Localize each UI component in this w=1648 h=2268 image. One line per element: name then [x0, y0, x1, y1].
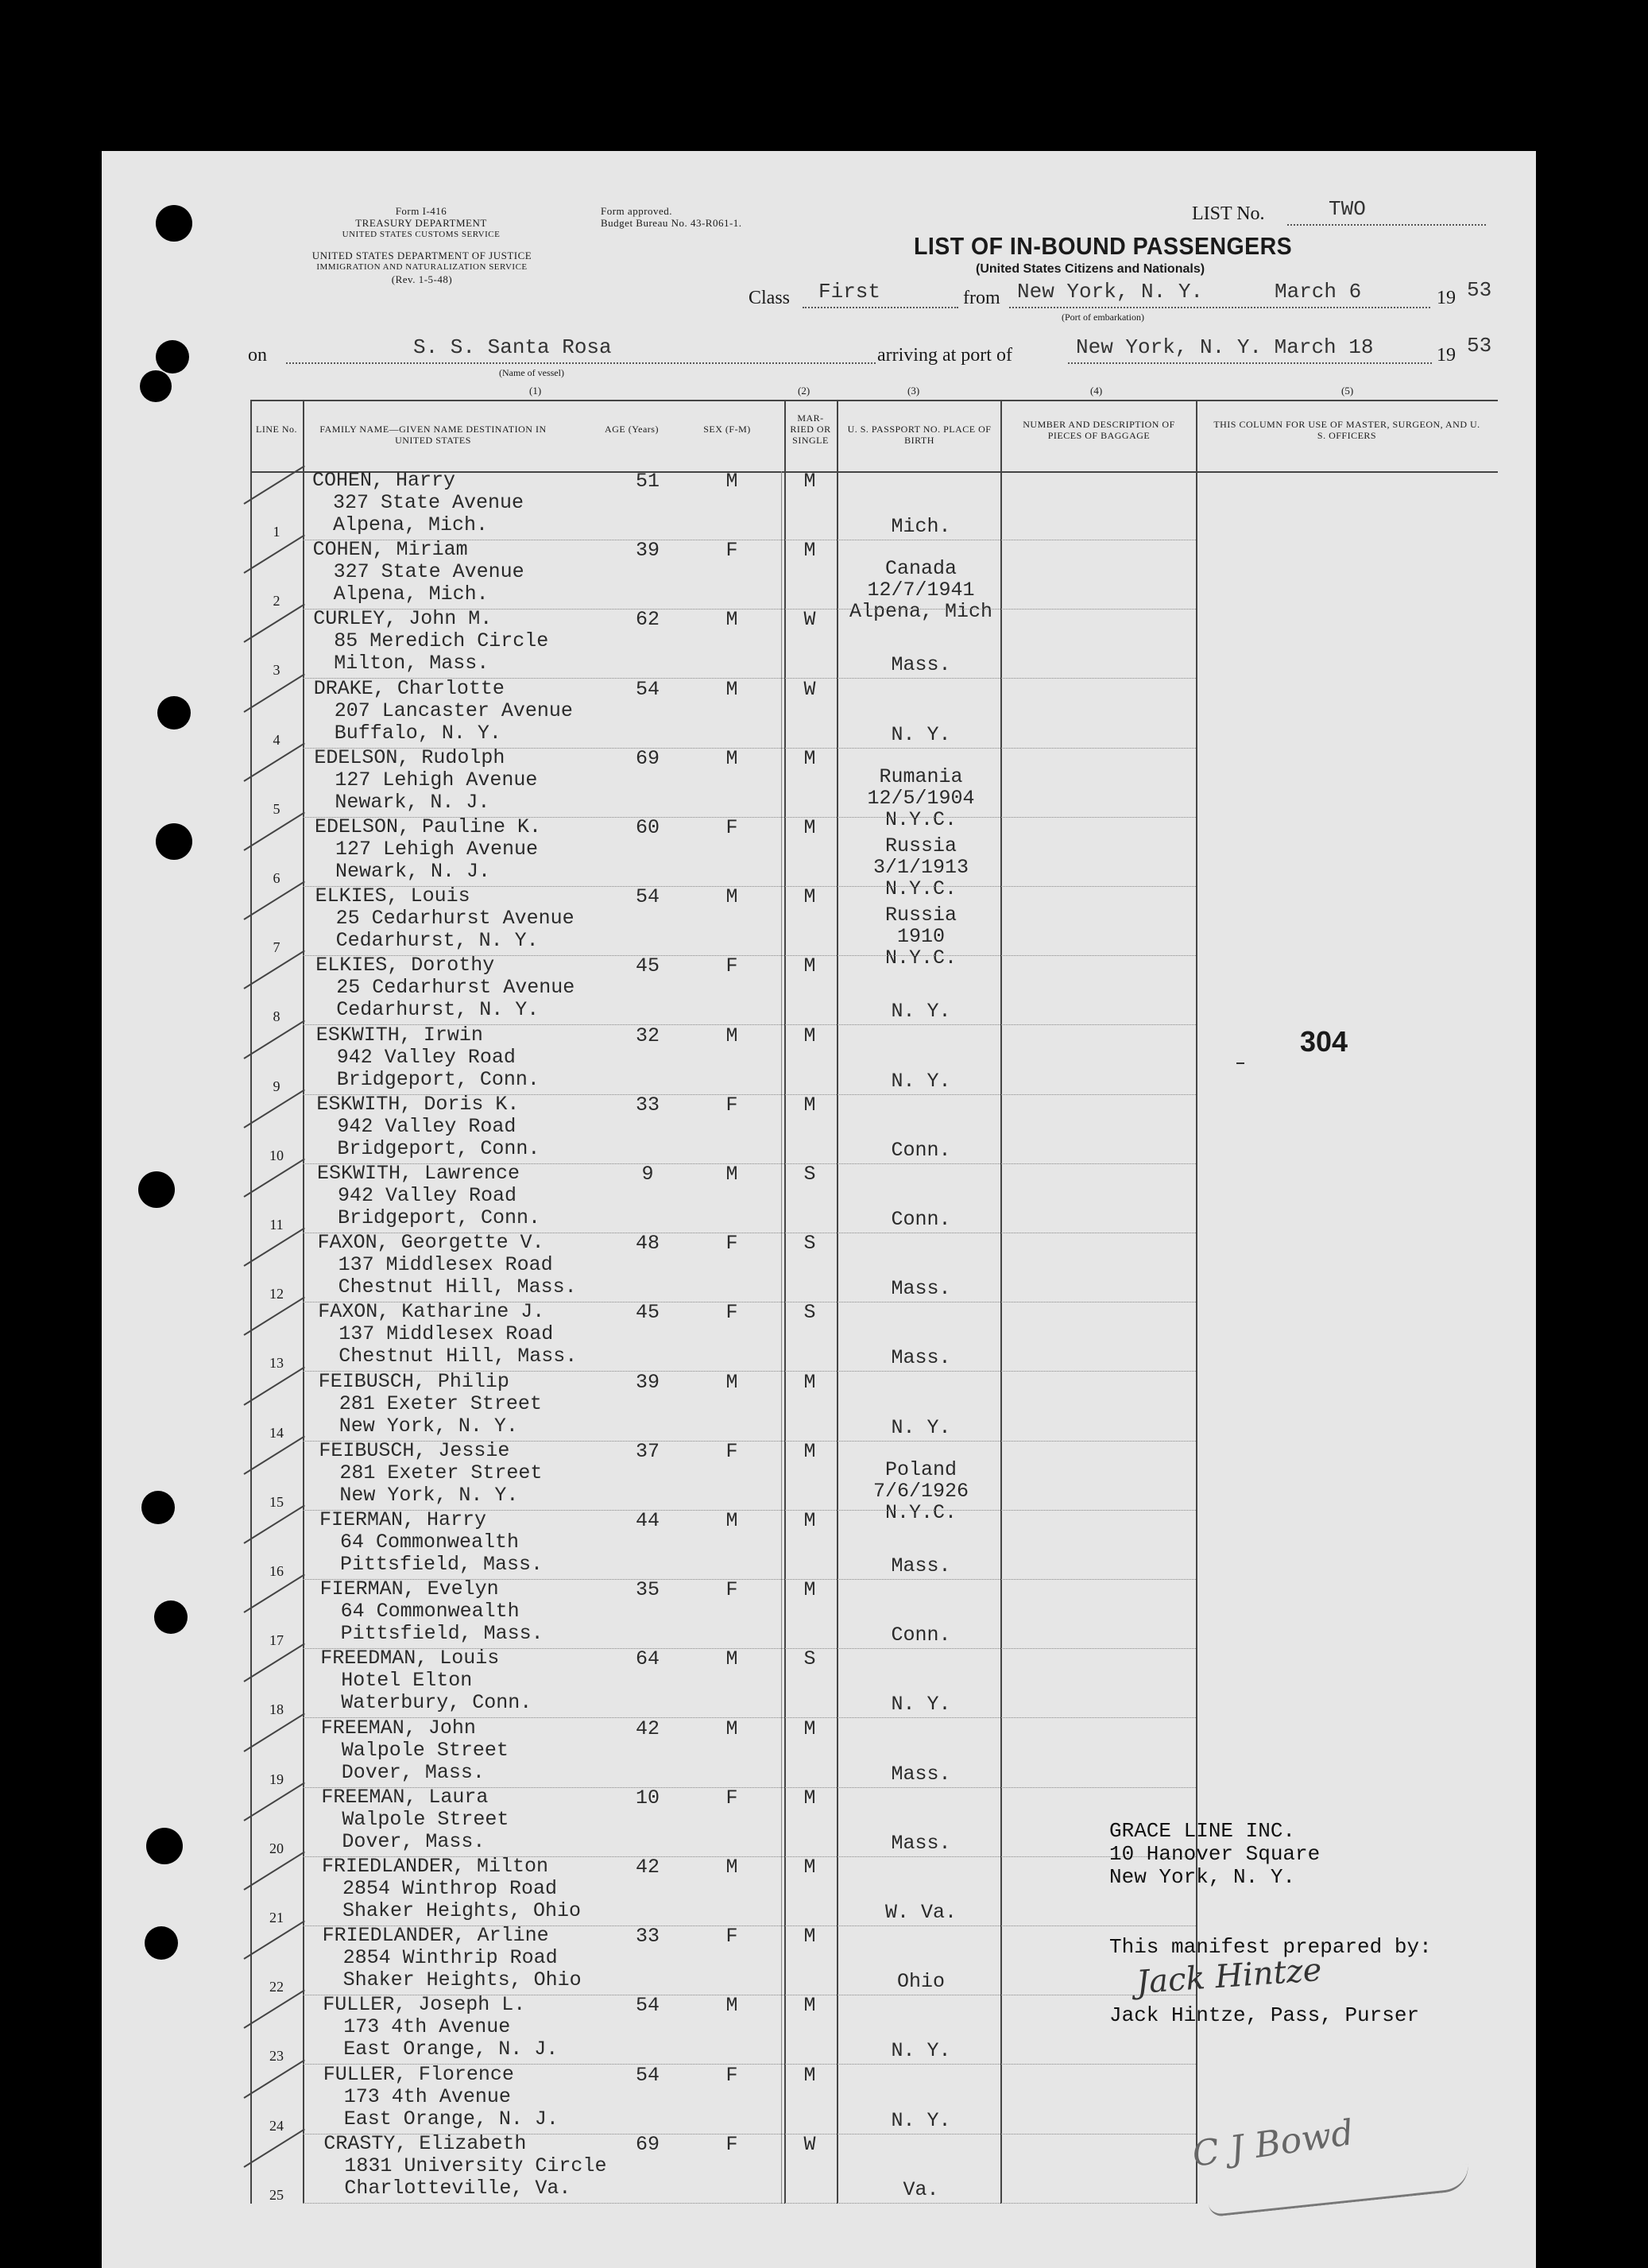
row-line-number: 24	[269, 2117, 284, 2134]
passenger-city: New York, N. Y.	[338, 1414, 518, 1438]
passenger-sex: F	[725, 1232, 738, 1256]
table-left-rule	[250, 400, 252, 2204]
passenger-city: Shaker Heights, Ohio	[342, 1899, 582, 1922]
check-mark	[243, 1020, 304, 1059]
passenger-city: Pittsfield, Mass.	[340, 1622, 544, 1646]
passenger-name: ELKIES, Louis	[315, 884, 470, 908]
passenger-city: Alpena, Mich.	[333, 582, 489, 606]
binder-hole	[141, 1491, 175, 1524]
binder-hole	[145, 1926, 178, 1960]
passenger-city: Alpena, Mich.	[333, 513, 489, 536]
check-mark	[243, 1228, 304, 1267]
row-line-number: 15	[269, 1493, 284, 1510]
col-header-married: MAR- RIED OR SINGLE	[790, 412, 831, 446]
row-line-number: 6	[273, 870, 280, 886]
passenger-birthplace: Mass.	[891, 1346, 951, 1370]
passenger-street: Hotel Elton	[341, 1669, 473, 1693]
passenger-sex: M	[725, 608, 738, 632]
check-mark	[243, 1435, 304, 1474]
passenger-marital-status: M	[803, 1856, 816, 1879]
check-mark	[243, 1504, 304, 1543]
passenger-birthplace: Poland 7/6/1926 N.Y.C.	[872, 1457, 969, 1524]
passenger-age: 45	[635, 1301, 660, 1325]
passenger-name: COHEN, Harry	[312, 469, 456, 492]
passenger-street: 173 4th Avenue	[343, 2015, 511, 2039]
vessel-name: S. S. Santa Rosa	[413, 335, 612, 359]
purser-name: Jack Hintze, Pass, Purser	[1109, 2003, 1420, 2027]
passenger-age: 35	[635, 1578, 660, 1602]
passenger-city: Waterbury, Conn.	[341, 1691, 532, 1715]
passenger-name: FAXON, Katharine J.	[318, 1300, 545, 1324]
col-rule-sex	[781, 471, 782, 2204]
passenger-age: 54	[635, 885, 660, 909]
row-line-number: 4	[273, 731, 280, 748]
row-line-number: 2	[273, 593, 280, 610]
row-line-number: 7	[273, 939, 280, 956]
check-mark	[243, 2128, 304, 2167]
passenger-city: East Orange, N. J.	[343, 2107, 559, 2131]
check-mark	[243, 811, 304, 850]
row-line-number: 3	[273, 662, 280, 679]
passenger-name: CRASTY, Elizabeth	[323, 2131, 527, 2155]
passenger-name: FREEDMAN, Louis	[320, 1647, 500, 1670]
passenger-street: 64 Commonwealth	[340, 1531, 520, 1554]
passenger-street: Walpole Street	[342, 1807, 509, 1831]
binder-hole	[156, 205, 192, 242]
passenger-sex: M	[725, 677, 738, 701]
passenger-name: ESKWITH, Lawrence	[317, 1162, 520, 1185]
check-mark	[243, 1851, 304, 1890]
col-header-age: AGE (Years)	[605, 424, 659, 435]
arrival-line	[1068, 362, 1432, 364]
passenger-sex: F	[725, 1093, 738, 1117]
check-mark	[243, 535, 304, 574]
check-mark	[243, 1574, 304, 1613]
passenger-name: FIERMAN, Evelyn	[319, 1577, 499, 1601]
passenger-city: Pittsfield, Mass.	[340, 1553, 544, 1576]
passenger-age: 45	[635, 954, 660, 978]
form-revision: (Rev. 1-5-48)	[391, 273, 453, 285]
passenger-street: 281 Exeter Street	[338, 1391, 542, 1415]
passenger-street: 1831 University Circle	[344, 2154, 607, 2177]
passenger-sex: F	[725, 1925, 738, 1949]
row-line-number: 9	[273, 1078, 280, 1094]
passenger-age: 54	[635, 1994, 660, 2018]
ins-service: IMMIGRATION AND NATURALIZATION SERVICE	[316, 262, 528, 272]
passenger-sex: F	[725, 2063, 738, 2087]
passenger-sex: F	[725, 816, 738, 839]
form-number: Form I-416	[395, 205, 447, 217]
row-line-number: 5	[273, 800, 280, 817]
passenger-age: 32	[635, 1024, 660, 1047]
arrival-port-date: New York, N. Y. March 18	[1076, 335, 1374, 359]
col-header-officers: THIS COLUMN FOR USE OF MASTER, SURGEON, AND U. S. OFFICERS	[1213, 419, 1480, 441]
passenger-marital-status: M	[803, 1509, 816, 1532]
passenger-age: 9	[641, 1163, 654, 1186]
col-header-sex: SEX (F-M)	[703, 424, 751, 435]
passenger-marital-status: M	[803, 885, 816, 909]
col-num-4: (4)	[1090, 385, 1103, 397]
check-mark	[243, 950, 304, 989]
passenger-birthplace: N. Y.	[891, 2108, 951, 2132]
binder-hole	[146, 1828, 183, 1864]
form-agency-block	[238, 205, 604, 241]
passenger-marital-status: S	[803, 1647, 816, 1671]
vessel-caption: (Name of vessel)	[499, 367, 564, 378]
company-address-1: 10 Hanover Square	[1109, 1842, 1321, 1866]
row-line-number: 16	[269, 1563, 284, 1579]
passenger-street: 64 Commonwealth	[340, 1600, 520, 1624]
passenger-age: 42	[635, 1856, 660, 1879]
passenger-city: Chestnut Hill, Mass.	[338, 1345, 578, 1368]
passenger-birthplace: N. Y.	[891, 722, 951, 746]
row-line-number: 17	[269, 1632, 284, 1649]
passenger-city: Bridgeport, Conn.	[338, 1206, 541, 1229]
passenger-age: 54	[635, 2063, 660, 2087]
passenger-sex: F	[725, 2132, 738, 2156]
passenger-name: FIERMAN, Harry	[319, 1508, 487, 1531]
passenger-age: 48	[635, 1232, 660, 1256]
passenger-birthplace: Mich.	[891, 515, 951, 538]
passenger-street: 942 Valley Road	[336, 1045, 516, 1069]
passenger-city: Chestnut Hill, Mass.	[338, 1275, 577, 1299]
binder-hole	[140, 370, 172, 402]
justice-dept: UNITED STATES DEPARTMENT OF JUSTICE	[311, 250, 532, 261]
passenger-name: ELKIES, Dorothy	[315, 954, 495, 977]
passenger-city: Dover, Mass.	[341, 1760, 485, 1784]
passenger-marital-status: M	[803, 2063, 816, 2087]
col-num-5: (5)	[1341, 385, 1354, 397]
passenger-street: 942 Valley Road	[337, 1114, 516, 1138]
col-header-line: LINE No.	[256, 424, 297, 435]
passenger-birthplace: N. Y.	[891, 1415, 951, 1439]
passenger-street: 137 Middlesex Road	[338, 1322, 554, 1346]
row-line-number: 10	[269, 1147, 284, 1163]
passenger-name: ESKWITH, Irwin	[315, 1023, 483, 1047]
check-mark	[243, 604, 304, 643]
passenger-city: Dover, Mass.	[342, 1829, 486, 1853]
passenger-marital-status: M	[803, 1370, 816, 1394]
check-mark	[243, 2059, 304, 2098]
passenger-birthplace: N. Y.	[891, 1000, 951, 1024]
passenger-marital-status: M	[803, 746, 816, 770]
passenger-birthplace: Conn.	[891, 1208, 951, 1231]
passenger-street: Walpole Street	[341, 1738, 509, 1762]
form-approved: Form approved.	[601, 205, 673, 217]
check-mark	[243, 1713, 304, 1751]
customs-service: UNITED STATES CUSTOMS SERVICE	[342, 230, 501, 239]
passenger-birthplace: Va.	[903, 2177, 939, 2201]
passenger-name: ESKWITH, Doris K.	[316, 1092, 520, 1116]
passenger-sex: M	[725, 1856, 738, 1879]
passenger-marital-status: M	[803, 539, 816, 563]
passenger-age: 51	[635, 470, 660, 493]
passenger-sex: F	[725, 1439, 738, 1463]
passenger-marital-status: W	[803, 608, 816, 632]
passenger-name: FRIEDLANDER, Milton	[322, 1855, 549, 1878]
passenger-marital-status: M	[803, 1786, 816, 1809]
passenger-sex: M	[725, 470, 738, 493]
row-line-number: 8	[273, 1008, 280, 1025]
passenger-street: 127 Lehigh Avenue	[335, 768, 538, 791]
passenger-city: Cedarhurst, N. Y.	[335, 929, 539, 953]
from-port: New York, N. Y.	[1017, 280, 1204, 304]
company-name: GRACE LINE INC.	[1109, 1819, 1296, 1843]
justice-block	[235, 250, 609, 285]
passenger-age: 39	[635, 1370, 660, 1394]
from-line	[1009, 307, 1430, 308]
binder-hole	[157, 696, 191, 730]
row-line-number: 1	[273, 524, 280, 540]
row-line-number: 23	[269, 2048, 284, 2065]
passenger-name: FAXON, Georgette V.	[317, 1231, 544, 1255]
row-line-number: 12	[269, 1286, 284, 1302]
col-header-baggage: NUMBER AND DESCRIPTION OF PIECES OF BAGGAGE	[1023, 419, 1175, 441]
passenger-marital-status: M	[803, 470, 816, 493]
passenger-city: Bridgeport, Conn.	[336, 1067, 540, 1091]
passenger-street: 85 Meredich Circle	[334, 629, 549, 653]
passenger-age: 10	[635, 1786, 660, 1809]
count-dash	[1236, 1062, 1244, 1064]
passenger-city: Charlotteville, Va.	[344, 2176, 571, 2200]
passenger-birthplace: Mass.	[891, 1554, 951, 1577]
passenger-street: 942 Valley Road	[338, 1184, 517, 1207]
budget-bureau: Budget Bureau No. 43-R061-1.	[601, 217, 742, 229]
class-line	[803, 307, 958, 308]
binder-hole	[154, 1600, 188, 1634]
arrival-year-prefix: 19	[1437, 345, 1456, 366]
passenger-sex: M	[725, 1370, 738, 1394]
passenger-name: FEIBUSCH, Philip	[318, 1369, 509, 1393]
passenger-street: 2854 Winthrop Road	[342, 1877, 558, 1900]
row-line-number: 25	[269, 2186, 284, 2203]
passenger-birthplace: Rumania 12/5/1904 N.Y.C.	[867, 764, 975, 831]
passenger-marital-status: M	[803, 1024, 816, 1047]
passenger-sex: M	[725, 746, 738, 770]
passenger-sex: M	[725, 1509, 738, 1532]
passenger-birthplace: Mass.	[891, 653, 951, 677]
company-address-2: New York, N. Y.	[1109, 1865, 1296, 1889]
passenger-street: 25 Cedarhurst Avenue	[336, 976, 575, 1000]
from-year: 53	[1467, 278, 1492, 302]
port-caption: (Port of embarkation)	[1062, 312, 1144, 323]
passenger-marital-status: S	[803, 1232, 816, 1256]
approval-block	[601, 205, 791, 229]
check-mark	[243, 742, 304, 781]
passenger-age: 33	[635, 1093, 660, 1117]
passenger-birthplace: Russia 1910 N.Y.C.	[884, 904, 957, 970]
list-no-line	[1287, 224, 1486, 226]
col-num-3: (3)	[907, 385, 920, 397]
passenger-street: 173 4th Avenue	[343, 2084, 511, 2108]
passenger-age: 42	[635, 1716, 660, 1740]
passenger-age: 37	[635, 1439, 660, 1463]
class-value: First	[818, 280, 881, 304]
check-mark	[243, 1366, 304, 1405]
passenger-city: Shaker Heights, Ohio	[342, 1968, 582, 1992]
vessel-line	[286, 362, 876, 364]
passenger-name: EDELSON, Pauline K.	[315, 815, 542, 838]
passenger-marital-status: W	[803, 677, 816, 701]
passenger-birthplace: N. Y.	[891, 2039, 951, 2063]
arriving-label: arriving at port of	[877, 345, 1012, 366]
from-date: March 6	[1275, 280, 1362, 304]
passenger-age: 69	[635, 746, 660, 770]
on-label: on	[248, 345, 267, 366]
row-line-number: 18	[269, 1701, 284, 1718]
col-rule-baggage	[1196, 400, 1197, 2204]
passenger-sex: F	[725, 954, 738, 978]
passenger-marital-status: M	[803, 1925, 816, 1949]
table-top-rule	[250, 400, 1498, 401]
passenger-age: 69	[635, 2132, 660, 2156]
passenger-city: Newark, N. J.	[335, 790, 490, 814]
col-num-2: (2)	[798, 385, 810, 397]
passenger-name: COHEN, Miriam	[312, 538, 468, 562]
passenger-age: 39	[635, 539, 660, 563]
passenger-table	[250, 400, 1498, 2204]
passenger-sex: M	[725, 1163, 738, 1186]
passenger-street: 2854 Winthrip Road	[342, 1946, 558, 1970]
passenger-birthplace: Conn.	[891, 1138, 951, 1162]
passenger-birthplace: Canada 12/7/1941 Alpena, Mich	[849, 557, 993, 624]
list-no-label: LIST No.	[1192, 203, 1265, 224]
passenger-sex: M	[725, 1716, 738, 1740]
passenger-name: CURLEY, John M.	[313, 607, 493, 631]
row-separator	[303, 2203, 1196, 2204]
row-line-number: 14	[269, 1424, 284, 1441]
passenger-marital-status: M	[803, 1093, 816, 1117]
passenger-city: East Orange, N. J.	[343, 2038, 559, 2061]
row-line-number: 11	[269, 1217, 284, 1233]
row-line-number: 20	[269, 1840, 284, 1856]
passenger-street: 281 Exeter Street	[339, 1461, 543, 1484]
passenger-name: DRAKE, Charlotte	[313, 676, 505, 700]
passenger-street: 207 Lancaster Avenue	[334, 699, 573, 722]
passenger-marital-status: M	[803, 1994, 816, 2018]
row-line-number: 19	[269, 1771, 284, 1787]
manifest-title: LIST OF IN-BOUND PASSENGERS	[914, 232, 1293, 260]
manifest-subtitle: (United States Citizens and Nationals)	[976, 262, 1205, 276]
passenger-name: EDELSON, Rudolph	[314, 745, 505, 769]
passenger-name: FEIBUSCH, Jessie	[319, 1438, 510, 1462]
passenger-birthplace: Mass.	[891, 1277, 951, 1301]
passenger-marital-status: M	[803, 1578, 816, 1602]
from-label: from	[963, 288, 1000, 308]
check-mark	[243, 1782, 304, 1821]
passenger-age: 60	[635, 816, 660, 839]
check-mark	[243, 1158, 304, 1197]
passenger-age: 62	[635, 608, 660, 632]
passenger-age: 44	[635, 1509, 660, 1532]
purser-signature: Jack Hintze	[1135, 1951, 1323, 2002]
passenger-city: Cedarhurst, N. Y.	[336, 998, 540, 1022]
passenger-sex: M	[725, 1024, 738, 1047]
passenger-street: 25 Cedarhurst Avenue	[335, 907, 574, 931]
passenger-birthplace: N. Y.	[891, 1693, 951, 1716]
page-count-stamp: 304	[1300, 1025, 1348, 1058]
row-line-number: 21	[269, 1910, 284, 1925]
passenger-marital-status: M	[803, 1716, 816, 1740]
class-label: Class	[749, 288, 791, 308]
passenger-name: FRIEDLANDER, Arline	[322, 1924, 549, 1948]
check-mark	[243, 1643, 304, 1682]
row-line-number: 13	[269, 1355, 284, 1372]
passenger-city: Buffalo, N. Y.	[334, 721, 501, 745]
passenger-name: FULLER, Florence	[323, 2062, 514, 2086]
col-header-name: FAMILY NAME—GIVEN NAME DESTINATION IN UNITED STATES	[319, 424, 547, 446]
passenger-age: 64	[635, 1647, 660, 1671]
passenger-name: FULLER, Joseph L.	[323, 1993, 526, 2017]
col-header-passport: U. S. PASSPORT NO. PLACE OF BIRTH	[847, 424, 992, 446]
passenger-birthplace: Ohio	[896, 1970, 945, 1994]
passenger-sex: F	[725, 539, 738, 563]
passenger-name: FREEMAN, Laura	[321, 1785, 489, 1809]
officer-initials: C J Bowd	[1190, 2112, 1356, 2175]
passenger-marital-status: M	[803, 1439, 816, 1463]
passenger-marital-status: M	[803, 816, 816, 839]
passenger-sex: M	[725, 885, 738, 909]
passenger-sex: M	[725, 1994, 738, 2018]
row-line-number: 22	[269, 1979, 284, 1995]
passenger-sex: F	[725, 1786, 738, 1809]
passenger-birthplace: Russia 3/1/1913 N.Y.C.	[872, 834, 969, 900]
passenger-age: 33	[635, 1925, 660, 1949]
passenger-birthplace: Mass.	[891, 1762, 951, 1786]
passenger-birthplace: W. Va.	[884, 1901, 957, 1924]
binder-hole	[156, 823, 192, 860]
passenger-birthplace: Mass.	[891, 1831, 951, 1855]
passenger-sex: F	[725, 1578, 738, 1602]
check-mark	[243, 1921, 304, 1960]
binder-hole	[156, 340, 189, 373]
passenger-city: Newark, N. J.	[335, 860, 491, 883]
treasury-dept: TREASURY DEPARTMENT	[355, 217, 487, 229]
arrival-year: 53	[1467, 334, 1492, 358]
list-no-value: TWO	[1329, 197, 1366, 221]
passenger-name: FREEMAN, John	[320, 1716, 476, 1740]
check-mark	[243, 1297, 304, 1336]
passenger-city: Milton, Mass.	[334, 652, 489, 675]
passenger-marital-status: S	[803, 1163, 816, 1186]
prepared-by: This manifest prepared by:	[1109, 1935, 1432, 1959]
passenger-marital-status: S	[803, 1301, 816, 1325]
passenger-street: 137 Middlesex Road	[338, 1253, 553, 1277]
passenger-street: 127 Lehigh Avenue	[335, 838, 539, 861]
passenger-age: 54	[635, 677, 660, 701]
check-mark	[243, 1990, 304, 2029]
passenger-city: New York, N. Y.	[339, 1483, 519, 1507]
passenger-street: 327 State Avenue	[333, 491, 524, 514]
passenger-sex: F	[725, 1301, 738, 1325]
col-num-1: (1)	[529, 385, 542, 397]
check-mark	[243, 1089, 304, 1128]
passenger-marital-status: M	[803, 954, 816, 978]
passenger-city: Bridgeport, Conn.	[337, 1136, 540, 1160]
passenger-street: 327 State Avenue	[333, 560, 524, 584]
binder-hole	[138, 1171, 175, 1208]
passenger-sex: M	[725, 1647, 738, 1671]
from-year-prefix: 19	[1437, 288, 1456, 308]
check-mark	[243, 881, 304, 920]
passenger-marital-status: W	[803, 2132, 816, 2156]
check-mark	[243, 673, 304, 712]
passenger-birthplace: Conn.	[891, 1624, 951, 1647]
passenger-birthplace: N. Y.	[891, 1069, 951, 1093]
